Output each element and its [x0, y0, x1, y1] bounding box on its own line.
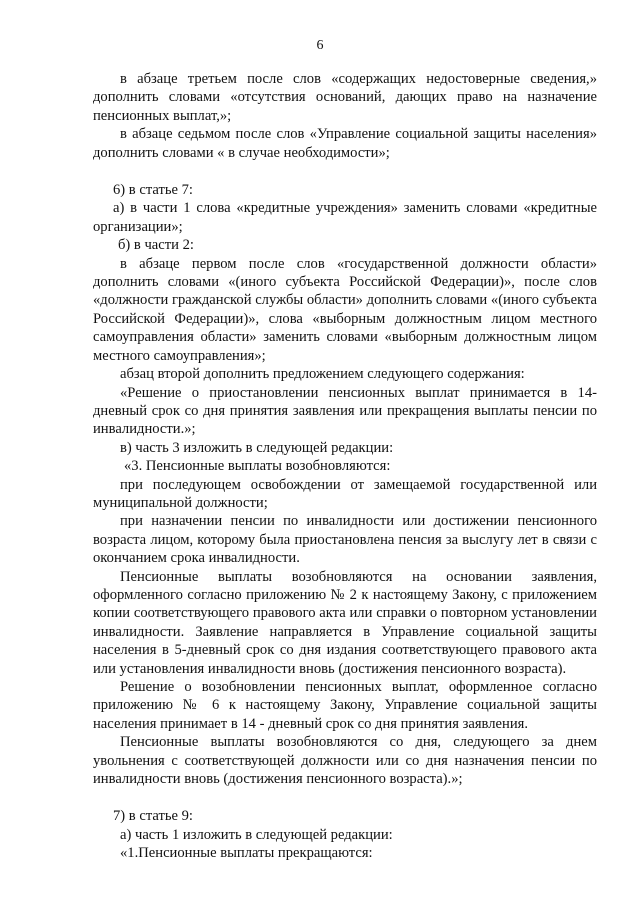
paragraph-resumption-decision: Решение о возобновлении пенсионных выплат, оформленное согласно приложению № 6 к настоящему Закону, Управление социальной защиты населения принимает в 14 - дневный срок со дня принятия заявления.: [93, 679, 597, 732]
paragraph-amend-seventh-clause: в абзаце седьмом после слов «Управление социальной защиты населения» дополнить словами « в случае необходимости»;: [93, 126, 597, 161]
paragraph-article-7-part-1: а) в части 1 слова «кредитные учреждения» заменить словами «кредитные организации»;: [93, 200, 597, 235]
paragraph-resumption-application: Пенсионные выплаты возобновляются на основании заявления, оформленного согласно приложению № 2 к настоящему Закону, с приложением копии соответствующего правового акта или справки о повторном установлении инвалидности. Заявление направляется в Управление социальной защиты населения в 5-дневный срок со дня издания соответствующего правового акта или установления инвалидности вновь (достижения пенсионного возраста).: [93, 568, 597, 677]
paragraph-resumption-title: «3. Пенсионные выплаты возобновляются:: [124, 458, 391, 475]
heading-article-7: 6) в статье 7:: [113, 182, 193, 199]
paragraph-resumption-disability: при назначении пенсии по инвалидности или достижении пенсионного возраста лицом, которому была приостановлена пенсия за выслугу лет в связи с окончанием срока инвалидности.: [93, 513, 597, 567]
heading-article-7-part-2: б) в части 2:: [118, 237, 194, 254]
paragraph-termination-title: «1.Пенсионные выплаты прекращаются:: [120, 845, 373, 862]
paragraph-article-7-part-2-first-clause: в абзаце первом после слов «государственной должности области» дополнить словами «(иного субъекта Российской Федерации)», после слов «должности гражданской службы области» дополнить словами «(иного субъекта Российской Федерации)», слова «выборным должностным лицом местного самоуправления области» заменить словами «выборным должностным лицом местного самоуправления»;: [93, 255, 597, 364]
spacer: [93, 162, 597, 181]
paragraph-second-clause-addition: абзац второй дополнить предложением следующего содержания:: [120, 366, 525, 383]
paragraph-resumption-date: Пенсионные выплаты возобновляются со дня, следующего за днем увольнения с соответствующей должности или со дня назначения пенсии по инвалидности вновь (достижения пенсионного возраста).»;: [93, 734, 597, 788]
document-body: [93, 70, 597, 863]
heading-article-7-part-3: в) часть 3 изложить в следующей редакции:: [120, 439, 394, 456]
spacer: [93, 788, 597, 807]
page-number: 6: [316, 38, 324, 53]
paragraph-suspension-decision: «Решение о приостановлении пенсионных выплат принимается в 14-дневный срок со дня принятия заявления или прекращения выплаты пенсии по инвалидности.»;: [93, 384, 597, 438]
paragraph-resumption-release: при последующем освобождении от замещаемой государственной или муниципальной должности;: [93, 476, 597, 511]
paragraph-article-9-part-1: а) часть 1 изложить в следующей редакции:: [120, 826, 393, 843]
paragraph-amend-third-clause: в абзаце третьем после слов «содержащих недостоверные сведения,» дополнить словами «отсутствия оснований, дающих право на назначение пенсионных выплат,»;: [93, 71, 597, 124]
heading-article-9: 7) в статье 9:: [113, 808, 193, 825]
